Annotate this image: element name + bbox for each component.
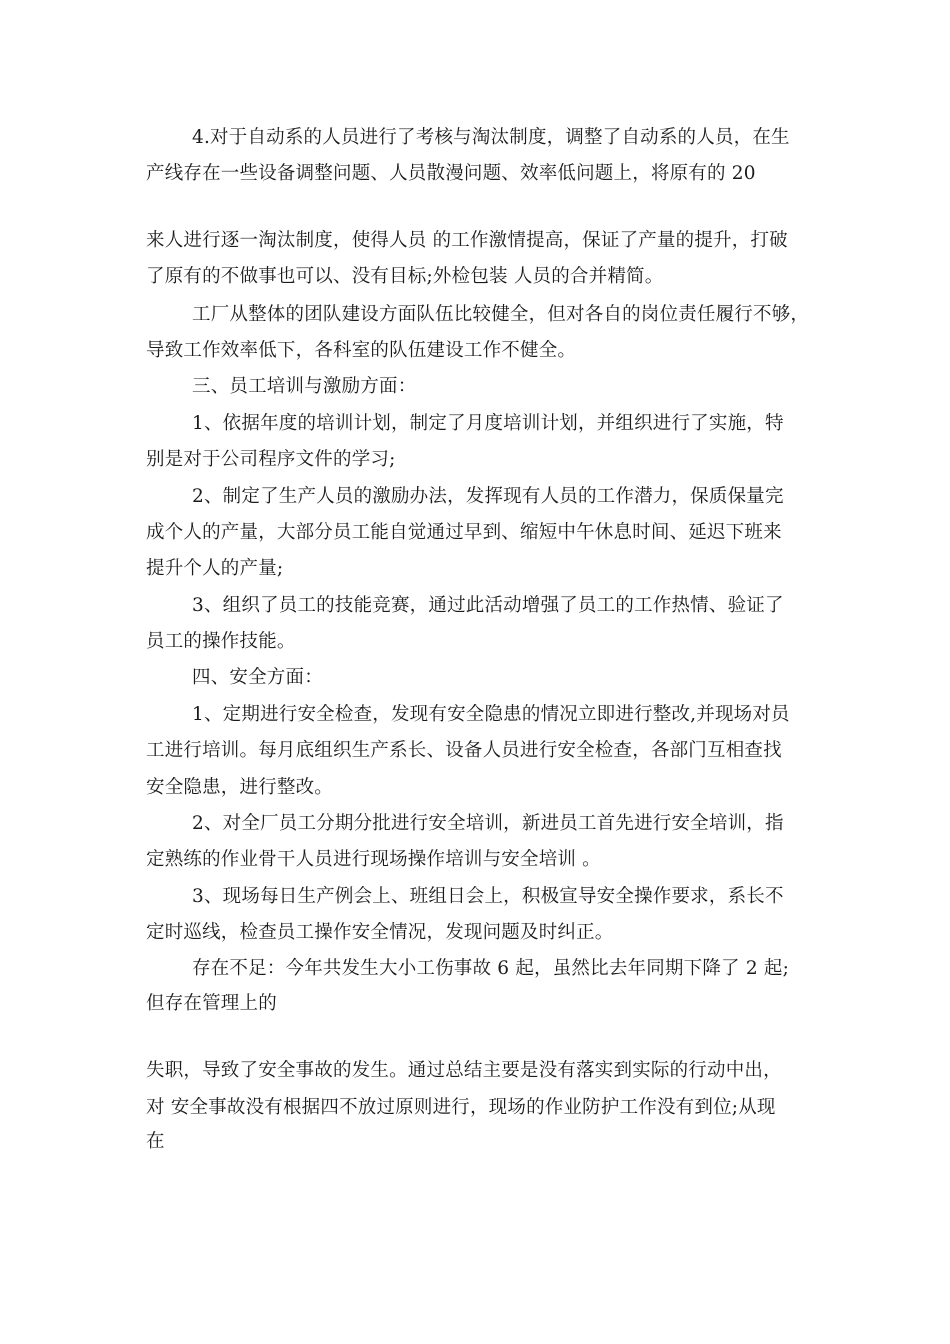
text-line: 4.对于自动系的人员进行了考核与淘汰制度，调整了自动系的人员，在生 (192, 127, 790, 148)
text-line: 工进行培训。每月底组织生产系长、设备人员进行安全检查，各部门互相查找 (146, 740, 782, 761)
text-line: 员工的操作技能。 (146, 631, 296, 652)
text-line: 定时巡线，检查员工操作安全情况，发现问题及时纠正。 (146, 922, 614, 943)
text-line: 3、组织了员工的技能竞赛，通过此活动增强了员工的工作热情、验证了 (192, 595, 784, 616)
text-line: 但存在管理上的 (146, 993, 277, 1014)
text-line: 导致工作效率低下，各科室的队伍建设工作不健全。 (146, 340, 577, 361)
text-line: 产线存在一些设备调整问题、人员散漫问题、效率低问题上，将原有的 20 (146, 163, 756, 184)
text-line: 1、依据年度的培训计划，制定了月度培训计划，并组织进行了实施，特 (192, 413, 784, 434)
text-line: 3、现场每日生产例会上、班组日会上，积极宣导安全操作要求，系长不 (192, 886, 784, 907)
text-line: 定熟练的作业骨干人员进行现场操作培训与安全培训 。 (146, 849, 601, 870)
text-line: 存在不足：今年共发生大小工伤事故 6 起，虽然比去年同期下降了 2 起; (192, 958, 789, 979)
text-line: 对 安全事故没有根据四不放过原则进行，现场的作业防护工作没有到位;从现 (146, 1097, 776, 1118)
text-line: 成个人的产量，大部分员工能自觉通过早到、缩短中午休息时间、延迟下班来 (146, 522, 782, 543)
section-heading: 四、安全方面： (192, 667, 323, 688)
text-line: 失职，导致了安全事故的发生。通过总结主要是没有落实到实际的行动中出， (146, 1060, 782, 1081)
text-line: 安全隐患，进行整改。 (146, 777, 334, 798)
text-line: 1、定期进行安全检查，发现有安全隐患的情况立即进行整改,并现场对员 (192, 704, 790, 725)
text-line: 了原有的不做事也可以、没有目标;外检包装 人员的合并精简。 (146, 266, 664, 287)
section-heading: 三、员工培训与激励方面： (192, 376, 417, 397)
text-line: 提升个人的产量; (146, 558, 284, 579)
text-line: 2、对全厂员工分期分批进行安全培训，新进员工首先进行安全培训，指 (192, 813, 784, 834)
text-line: 别是对于公司程序文件的学习; (146, 449, 396, 470)
text-line: 工厂从整体的团队建设方面队伍比较健全，但对各自的岗位责任履行不够， (192, 304, 810, 325)
text-line: 在 (146, 1131, 165, 1152)
text-line: 2、制定了生产人员的激励办法，发挥现有人员的工作潜力，保质保量完 (192, 486, 784, 507)
text-line: 来人进行逐一淘汰制度，使得人员 的工作激情提高，保证了产量的提升，打破 (146, 230, 788, 251)
